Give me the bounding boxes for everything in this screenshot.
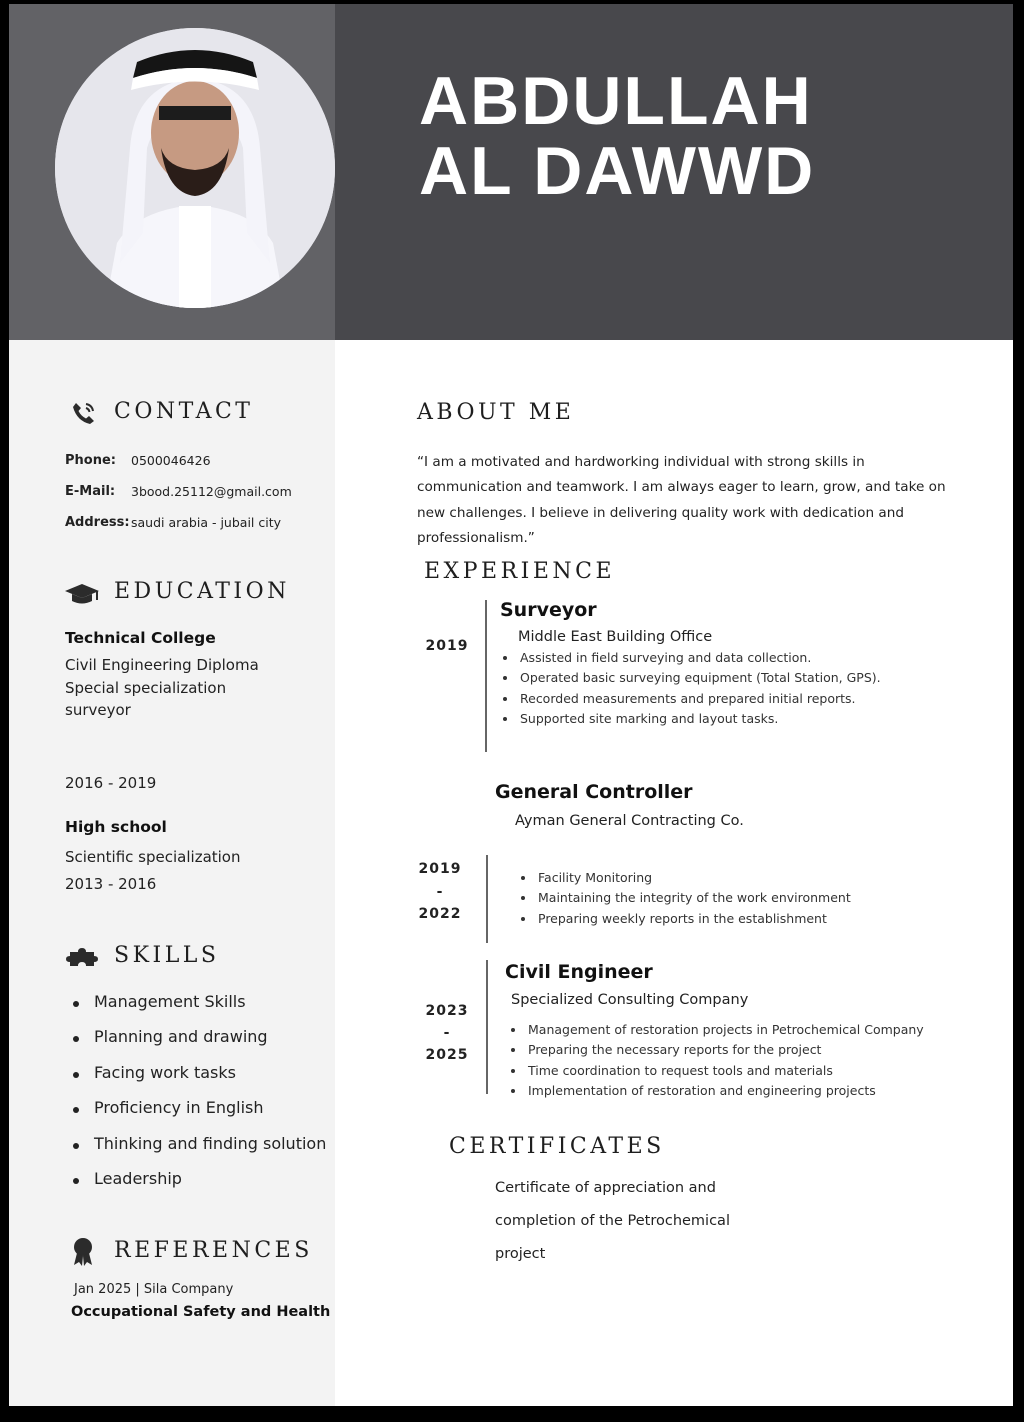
job-company: Specialized Consulting Company [511,992,749,1008]
job-bullets [509,1022,924,1103]
skill-item: Management Skills [73,992,326,1027]
college-name: Technical College [65,629,216,647]
job-bullet: Preparing weekly reports in the establishment [519,911,851,931]
job-title: Surveyor [500,599,597,621]
phone-label: Phone: [65,453,116,468]
job-bullet: Assisted in field surveying and data collection. [501,650,881,670]
about-heading: ABOUT ME [417,400,575,425]
skill-item: Planning and drawing [73,1027,326,1062]
reference-course: Occupational Safety and Health [71,1304,331,1320]
award-ribbon-icon [71,1237,95,1267]
job-bullet: Operated basic surveying equipment (Total Station, GPS). [501,670,881,690]
graduation-cap-icon [64,582,100,606]
highschool-name: High school [65,818,167,836]
address-label: Address: [65,515,130,530]
person-name [419,63,816,209]
job-year-start: 2023 [425,1003,469,1019]
puzzle-icon [66,948,98,968]
skill-item: Proficiency in English [73,1098,326,1133]
email-label: E-Mail: [65,484,116,499]
job-bullets [519,870,851,931]
job-bullet: Preparing the necessary reports for the project [509,1042,924,1062]
reference-date-company: Jan 2025 | Sila Company [74,1282,234,1297]
job-bullet: Time coordination to request tools and materials [509,1063,924,1083]
avatar [55,28,335,308]
skills-heading: SKILLS [114,943,220,968]
resume-page [9,4,1013,1406]
job-bullet: Management of restoration projects in Petrochemical Company [509,1022,924,1042]
job-title: General Controller [495,781,693,803]
about-text: “I am a motivated and hardworking individual with strong skills in communication and teamwork. I am always eager to learn, grow, and take on new challenges. I believe in delivering quality work with dedication and professionalism.” [417,454,946,547]
certificates-heading: CERTIFICATES [449,1134,665,1159]
job-year-start: 2019 [418,861,462,877]
highschool-specialization: Scientific specialization [65,848,241,866]
name-line-1: ABDULLAH [419,63,813,139]
college-specialization: Special specialization [65,679,227,697]
name-line-2: AL DAWWD [419,133,816,209]
education-heading: EDUCATION [114,579,290,604]
college-degree: Civil Engineering Diploma [65,656,259,674]
timeline-line [485,600,487,752]
job-year-end: 2022 [418,906,462,922]
college-specialization-detail: surveyor [65,701,131,719]
references-heading: REFERENCES [114,1238,313,1263]
skill-item: Leadership [73,1169,326,1204]
job-company: Ayman General Contracting Co. [515,813,744,829]
job-bullet: Supported site marking and layout tasks. [501,711,881,731]
portrait-image [55,28,335,308]
college-years: 2016 - 2019 [65,774,157,792]
job-year-separator: - [443,1025,451,1041]
timeline-line [486,855,488,943]
address-value: saudi arabia - jubail city [131,515,282,530]
skills-list [73,992,326,1204]
timeline-line [486,960,488,1094]
job-title: Civil Engineer [505,961,653,983]
job-bullet: Implementation of restoration and engineering projects [509,1083,924,1103]
job-company: Middle East Building Office [518,629,713,645]
job-bullets [501,650,881,731]
highschool-years: 2013 - 2016 [65,875,157,893]
job-year-separator: - [436,884,444,900]
job-year-start: 2019 [425,638,469,654]
contact-heading: CONTACT [114,399,254,424]
skill-item: Facing work tasks [73,1063,326,1098]
phone-icon [71,401,97,425]
job-bullet: Recorded measurements and prepared initial reports. [501,691,881,711]
phone-value: 0500046426 [131,453,211,468]
job-year-end: 2025 [425,1047,469,1063]
certificate-text: Certificate of appreciation and completion of the Petrochemical project [495,1180,730,1263]
skill-item: Thinking and finding solution [73,1134,326,1169]
email-value: 3bood.25112@gmail.com [131,484,292,499]
experience-heading: EXPERIENCE [424,559,616,584]
job-bullet: Maintaining the integrity of the work environment [519,890,851,910]
job-bullet: Facility Monitoring [519,870,851,890]
